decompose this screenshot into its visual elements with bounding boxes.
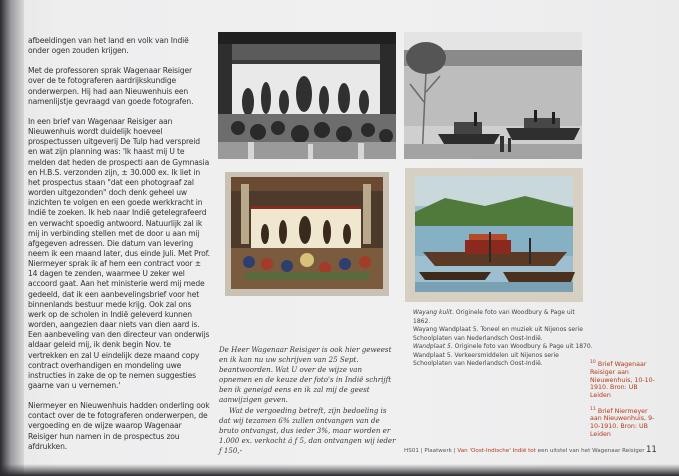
footer-subtitle: een uitstel van het Wagenaar Reisiger xyxy=(537,448,645,454)
photo-river-bw xyxy=(404,32,582,159)
footnote-number: 10 xyxy=(590,360,596,365)
caption-emphasis: Wandplaat 5 xyxy=(413,343,451,350)
caption-line: Schoolplaten van Nederlandsch Oost-Indië. xyxy=(413,334,543,342)
footnote xyxy=(590,359,658,400)
footnote xyxy=(590,406,658,439)
caption-line xyxy=(413,309,593,326)
footnote-text: Brief Wagenaar Reisiger aan Nieuwenhuis, 10-10-1910. Bron: UB Leiden xyxy=(590,361,655,399)
body-text-column xyxy=(28,36,210,462)
photo-wayang-bw xyxy=(218,32,396,159)
photo-river-plate xyxy=(405,168,583,302)
paragraph: afbeeldingen van het land en volk van Indië onder ogen zouden krijgen. xyxy=(28,36,189,56)
footer-separator: | xyxy=(451,448,458,454)
footer-prefix: HS01 xyxy=(404,448,419,454)
quoted-letter xyxy=(219,345,397,456)
caption-emphasis: Wayang kulit xyxy=(413,309,452,316)
footer-section: Plaatwerk xyxy=(424,448,452,454)
page-edge-shadow xyxy=(0,464,679,476)
running-footer xyxy=(404,448,645,454)
caption-text: . Originele foto van Woodbury & Page uit 1862. xyxy=(413,309,575,325)
paragraph: In een brief van Wagenaar Reisiger aan Nieuwenhuis wordt duidelijk hoeveel prospectussen uitgeverij De Tulp had verspreid en wat zijn planning was: 'Ik haast mij U te melden dat heden de prospecti aan de Gymnasia en H.B.S. verzonden zijn, ± 30.000 ex. Ik liet in het prospectus staan "dat een photograaf zal worden uitgezonden" doch denk geheel uw inzichten te volgen en een goede werkkracht in Indië te zoeken. Ik heb naar Indië getelegrafeerd en verwacht spoedig antwoord. Natuurlijk zal ik mij in verbinding stellen met de door u aan mij afgegeven adressen. Die datum van levering neem ik een maand later, dus einde Juli. Met Prof. Niermeyer sprak ik af hem een contract voor ± 14 dagen te zenden, waarmee U zeker wel accoord gaat. Aan het ministerie werd mij mede gedeeld, dat ik een aanbevelingsbrief voor het binnenlands bestuur mede krijg. Ook zal ons werk op de scholen in Indië geleverd kunnen worden, aangezien daar niets van dien aard is. Een aanbeveling van den directeur van onderwijs aldaar geleid mij, ik denk begin Nov. te vertrekken en zal U eindelijk deze maand copy contract overhandigen en mondeling uwe instructies in zake de op te nemen suggesties gaarne van u vernemen.' xyxy=(28,116,210,390)
caption-line: Wayang Wandplaat 5. Toneel en muziek uit Nijenos serie xyxy=(413,326,583,334)
caption-line: Schoolplaten van Nederlandsch Oost-Indië. xyxy=(413,360,543,368)
footer-title: Van 'Oost-Indische' Indië tot xyxy=(457,448,538,454)
photo-wayang-plate xyxy=(225,172,389,296)
footnote-text: Brief Niermeyer aan Nieuwenhuis, 9-10-1910. Bron: UB Leiden xyxy=(590,407,655,438)
caption-bottom xyxy=(413,343,593,369)
caption-top xyxy=(413,309,593,343)
book-spine-shadow xyxy=(0,0,24,476)
caption-line: Wandplaat 5. Verkeersmiddelen uit Nijenos serie xyxy=(413,351,559,359)
footer-separator: | xyxy=(418,448,425,454)
page-number: 11 xyxy=(646,445,657,455)
quote-paragraph: Wat de vergoeding betreft, zijn bedoeling is dat wij tezamen 6% zullen ontvangen van de bruto ontvangst, dus ieder 3%, maar worden er 1.000 ex. verkocht á ƒ 5, dan ontvangen wij ieder ƒ 150,- xyxy=(219,405,396,455)
quote-paragraph: De Heer Wagenaar Reisiger is ook hier geweest en ik kan nu uw schrijven van 25 Sept. beantwoorden. Wat U over de wijze van opnemen en de keuze der foto's in Indië schrijft ben ik geneigd eens en ik zal mij de geest aanwijzigen geven. xyxy=(219,345,392,405)
paragraph: Met de professoren sprak Wagenaar Reisiger over de te fotograferen aardrijkskundige onderwerpen. Hij had aan Nieuwenhuis een namenlijstje gevraagd van goede fotografen. xyxy=(28,66,194,106)
footnote-number: 11 xyxy=(590,406,596,412)
footnotes xyxy=(590,359,658,445)
paragraph: Niermeyer en Nieuwenhuis hadden onderling ook contact over de te fotograferen onderwerpen, de vergoeding en de wijze waarop Wagenaar Reisiger hun namen in de prospectus zou afdrukken. xyxy=(28,401,210,451)
caption-text: . Originele foto van Woodbury & Page uit 1870. xyxy=(450,343,593,350)
caption-line xyxy=(413,343,593,352)
